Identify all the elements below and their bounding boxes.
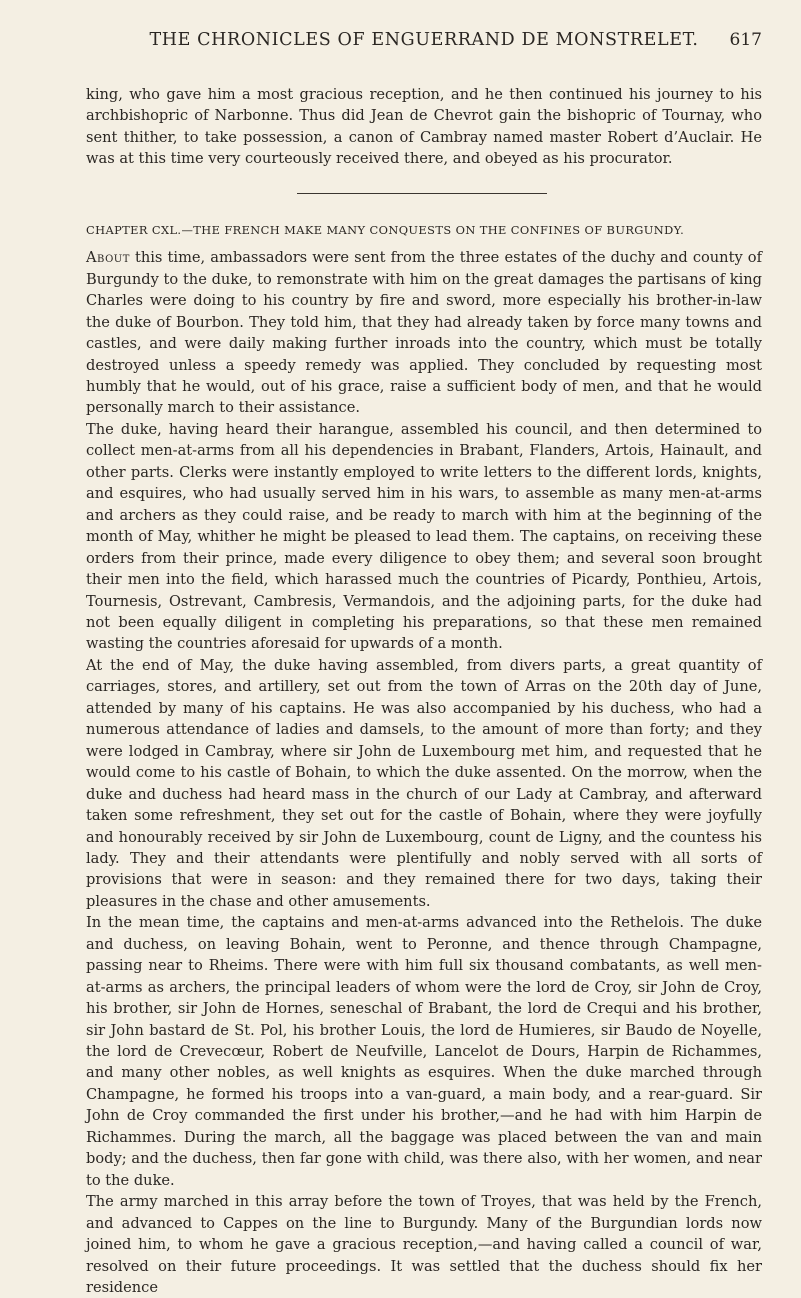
running-head [86, 30, 762, 56]
chapter-paragraph-1-text: this time, ambassadors were sent from the three estates of the duchy and county of Burgundy to the duke, to remonstrate with him on the great damages the partisans of king Charles were doing to his country by fire and sword, more especially his brother-in-law the duke of Bourbon. They told him, that they had already taken by force many towns and castles, and were daily making further inroads into the country, which must be totally destroyed unless a speedy remedy was applied. They concluded by requesting most humbly that he would, out of his grace, raise a sufficient body of men, and that he would personally march to their assistance. [86, 249, 762, 417]
chapter-paragraph-4: In the mean time, the captains and men-at-arms advanced into the Rethelois. The duke and duchess, on leaving Bohain, went to Peronne, and thence through Champagne, passing near to Rheims. There were with him full six thousand combatants, as well men-at-arms as archers, the principal leaders of whom were the lord de Croy, sir John de Croy, his brother, sir John de Hornes, seneschal of Brabant, the lord de Crequi and his brother, sir John bastard de St. Pol, his brother Louis, the lord de Humieres, sir Baudo de Noyelle, the lord de Crevecœur, Robert de Neufville, Lancelot de Dours, Harpin de Richammes, and many other nobles, as well knights as esquires. When the duke marched through Champagne, he formed his troops into a van-guard, a main body, and a rear-guard. Sir John de Croy commanded the first under his brother,—and he had with him Harpin de Richammes. During the march, all the baggage was placed between the van and main body; and the duchess, then far gone with child, was there also, with her women, and near to the duke. [86, 914, 762, 1189]
page-number: 617 [729, 30, 762, 50]
intro-paragraph: king, who gave him a most gracious reception, and he then continued his journey to his archbishopric of Narbonne. Thus did Jean de Chevrot gain the bishopric of Tournay, who sent thither, to take possession, a canon of Cambray named master Robert d’Auclair. He was at this time very courteously received there, and obeyed as his procurator. [86, 86, 762, 168]
divider-rule [297, 193, 547, 194]
chapter-paragraph-5: The army marched in this array before the town of Troyes, that was held by the French, and advanced to Cappes on the line to Burgundy. Many of the Burgundian lords now joined him, to whom he gave a gracious reception,—and having called a council of war, resolved on their future proceedings. It was settled that the duchess should fix her residence [86, 1193, 762, 1297]
chapter-paragraph-3: At the end of May, the duke having assembled, from divers parts, a great quantity of carriages, stores, and artillery, set out from the town of Arras on the 20th day of June, attended by many of his captains. He was also accompanied by his duchess, who had a numerous attendance of ladies and damsels, to the amount of more than forty; and they were lodged in Cambray, where sir John de Luxembourg met him, and requested that he would come to his castle of Bohain, to which the duke assented. On the morrow, when the duke and duchess had heard mass in the church of our Lady at Cambray, and afterward taken some refreshment, they set out for the castle of Bohain, where they were joyfully and honourably received by sir John de Luxembourg, count de Ligny, and the countess his lady. They and their attendants were plentifully and nobly served with all sorts of provisions that were in season: and they remained there for two days, taking their pleasures in the chase and other amusements. [86, 656, 762, 910]
running-title: THE CHRONICLES OF ENGUERRAND DE MONSTRELET. [149, 30, 699, 50]
chapter-heading: CHAPTER CXL.—THE FRENCH MAKE MANY CONQUESTS ON THE CONFINES OF BURGUNDY. [86, 222, 685, 237]
chapter-paragraph-1 [86, 247, 762, 419]
opening-word: About [86, 249, 130, 267]
chapter-paragraph-2: The duke, having heard their harangue, assembled his council, and then determined to collect men-at-arms from all his dependencies in Brabant, Flanders, Artois, Hainault, and other parts. Clerks were instantly employed to write letters to the different lords, knights, and esquires, who had usually served him in his wars, to assemble as many men-at-arms and archers as they could raise, and be ready to march with him at the beginning of the month of May, whither he might be pleased to lead them. The captains, on receiving these orders from their prince, made every diligence to obey them; and several soon brought their men into the field, which harassed much the countries of Picardy, Ponthieu, Artois, Tournesis, Ostrevant, Cambresis, Vermandois, and the adjoining parts, for the duke had not been equally diligent in completing his preparations, so that these men remained wasting the countries aforesaid for upwards of a month. [86, 420, 762, 653]
page-body [86, 84, 762, 1298]
section-divider [86, 170, 762, 216]
